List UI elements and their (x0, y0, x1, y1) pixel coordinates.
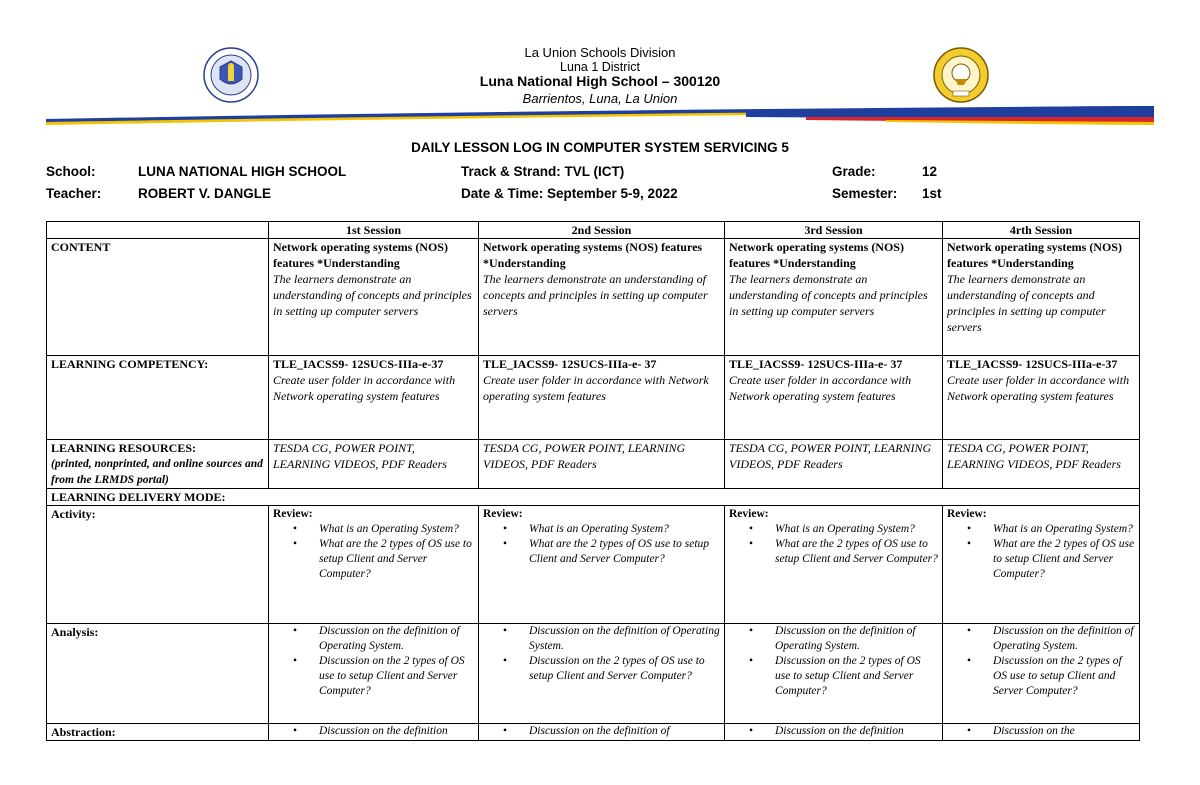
resources-cell-2: TESDA CG, POWER POINT, LEARNING VIDEOS, PDF Readers (479, 440, 725, 489)
content-cell-4 (943, 239, 1140, 356)
resources-cell-4: TESDA CG, POWER POINT, LEARNING VIDEOS, PDF Readers (943, 440, 1140, 489)
list-item: • What is an Operating System? (529, 522, 720, 537)
content-title: Network operating systems (NOS) features *Understanding (273, 240, 448, 270)
session-1-header: 1st Session (269, 222, 479, 239)
track-strand: Track & Strand: TVL (ICT) (461, 164, 625, 179)
grade-value: 12 (922, 164, 938, 179)
list-item: • Discussion on the 2 types of OS use to setup Client and Server Computer? (775, 654, 938, 699)
lesson-log-table (46, 221, 1140, 741)
content-cell-3 (725, 239, 943, 356)
session-4-header: 4rth Session (943, 222, 1140, 239)
district-name: Luna 1 District (560, 60, 640, 74)
header-empty-cell (47, 222, 269, 239)
list-item: • Discussion on the definition of Operating System. (993, 624, 1135, 654)
list-item: • What are the 2 types of OS use to setup Client and Server Computer? (529, 537, 720, 567)
review-label: Review: (729, 508, 769, 520)
list-item: • Discussion on the definition (319, 724, 474, 739)
document-title: DAILY LESSON LOG IN COMPUTER SYSTEM SERVICING 5 (411, 140, 789, 155)
resources-row (47, 440, 1140, 489)
flag-ribbon (46, 106, 1154, 126)
list-item: • Discussion on the definition (775, 724, 938, 739)
list-item: • Discussion on the 2 types of OS use to setup Client and Server Computer? (529, 654, 720, 684)
school-value: LUNA NATIONAL HIGH SCHOOL (138, 164, 347, 179)
teacher-label: Teacher: (46, 186, 102, 201)
semester-label: Semester: (832, 186, 898, 201)
list-item: • Discussion on the definition of Operating System. (775, 624, 938, 654)
delivery-mode-label: LEARNING DELIVERY MODE: (47, 489, 1140, 506)
competency-cell-2 (479, 356, 725, 440)
abstraction-label: Abstraction: (47, 724, 269, 741)
list-item: • Discussion on the definition of Operating System. (529, 624, 720, 654)
competency-code: TLE_IACSS9- 12SUCS-IIIa-e- 37 (483, 357, 657, 371)
list-item: • What is an Operating System? (319, 522, 474, 537)
competency-row (47, 356, 1140, 440)
competency-code: TLE_IACSS9- 12SUCS-IIIa-e-37 (273, 357, 444, 371)
session-3-header: 3rd Session (725, 222, 943, 239)
school-label: School: (46, 164, 96, 179)
resources-sublabel: (printed, nonprinted, and online sources and from the LRMDS portal) (51, 458, 263, 486)
resources-cell-3: TESDA CG, POWER POINT, LEARNING VIDEOS, PDF Readers (725, 440, 943, 489)
activity-cell-2 (479, 506, 725, 624)
content-title: Network operating systems (NOS) features *Understanding (947, 240, 1122, 270)
abstraction-cell-3 (725, 724, 943, 741)
delivery-mode-row (47, 489, 1140, 506)
review-label: Review: (947, 508, 987, 520)
list-item: • What is an Operating System? (993, 522, 1135, 537)
analysis-cell-4 (943, 624, 1140, 724)
list-item: • Discussion on the 2 types of OS use to setup Client and Server Computer? (319, 654, 474, 699)
list-item: • Discussion on the definition of (529, 724, 720, 739)
review-label: Review: (483, 508, 523, 520)
content-title: Network operating systems (NOS) features *Understanding (483, 240, 703, 270)
activity-cell-3 (725, 506, 943, 624)
content-text: The learners demonstrate an understanding of concepts and principles in setting up computer servers (947, 272, 1106, 334)
content-text: The learners demonstrate an understanding of concepts and principles in setting up computer servers (273, 272, 472, 318)
activity-label: Activity: (47, 506, 269, 624)
division-name: La Union Schools Division (524, 45, 676, 60)
competency-text: Create user folder in accordance with Network operating system features (729, 373, 912, 403)
list-item: • Discussion on the 2 types of OS use to setup Client and Server Computer? (993, 654, 1135, 699)
competency-text: Create user folder in accordance with Network operating system features (273, 373, 456, 403)
competency-text: Create user folder in accordance with Network operating system features (483, 373, 709, 403)
teacher-value: ROBERT V. DANGLE (138, 186, 272, 201)
abstraction-cell-1 (269, 724, 479, 741)
list-item: • What are the 2 types of OS use to setup Client and Server Computer? (775, 537, 938, 567)
resources-label-cell (47, 440, 269, 489)
competency-cell-1 (269, 356, 479, 440)
competency-code: TLE_IACSS9- 12SUCS-IIIa-e-37 (947, 357, 1118, 371)
list-item: • What are the 2 types of OS use to setup Client and Server Computer? (319, 537, 474, 582)
content-text: The learners demonstrate an understanding of concepts and principles in setting up computer servers (729, 272, 928, 318)
list-item: • What is an Operating System? (775, 522, 938, 537)
list-item: • What are the 2 types of OS use to setup Client and Server Computer? (993, 537, 1135, 582)
list-item: • Discussion on the (993, 724, 1135, 739)
analysis-row (47, 624, 1140, 724)
date-time: Date & Time: September 5-9, 2022 (461, 186, 678, 201)
abstraction-cell-2 (479, 724, 725, 741)
competency-cell-3 (725, 356, 943, 440)
list-item: • Discussion on the definition of Operating System. (319, 624, 474, 654)
resources-cell-1: TESDA CG, POWER POINT, LEARNING VIDEOS, PDF Readers (269, 440, 479, 489)
resources-label: LEARNING RESOURCES: (51, 441, 197, 455)
semester-value: 1st (922, 186, 942, 201)
content-row (47, 239, 1140, 356)
content-text: The learners demonstrate an understanding of concepts and principles in setting up computer servers (483, 272, 708, 318)
competency-cell-4 (943, 356, 1140, 440)
abstraction-row (47, 724, 1140, 741)
analysis-label: Analysis: (47, 624, 269, 724)
content-cell-2 (479, 239, 725, 356)
session-2-header: 2nd Session (479, 222, 725, 239)
analysis-cell-3 (725, 624, 943, 724)
session-header-row (47, 222, 1140, 239)
school-address: Barrientos, Luna, La Union (522, 91, 678, 106)
activity-cell-1 (269, 506, 479, 624)
competency-label: LEARNING COMPETENCY: (47, 356, 269, 440)
content-title: Network operating systems (NOS) features *Understanding (729, 240, 904, 270)
competency-text: Create user folder in accordance with Network operating system features (947, 373, 1130, 403)
review-label: Review: (273, 508, 313, 520)
content-label: CONTENT (47, 239, 269, 356)
analysis-cell-2 (479, 624, 725, 724)
abstraction-cell-4 (943, 724, 1140, 741)
activity-row (47, 506, 1140, 624)
content-cell-1 (269, 239, 479, 356)
competency-code: TLE_IACSS9- 12SUCS-IIIa-e- 37 (729, 357, 903, 371)
grade-label: Grade: (832, 164, 876, 179)
school-name: Luna National High School – 300120 (479, 73, 721, 89)
activity-cell-4 (943, 506, 1140, 624)
analysis-cell-1 (269, 624, 479, 724)
